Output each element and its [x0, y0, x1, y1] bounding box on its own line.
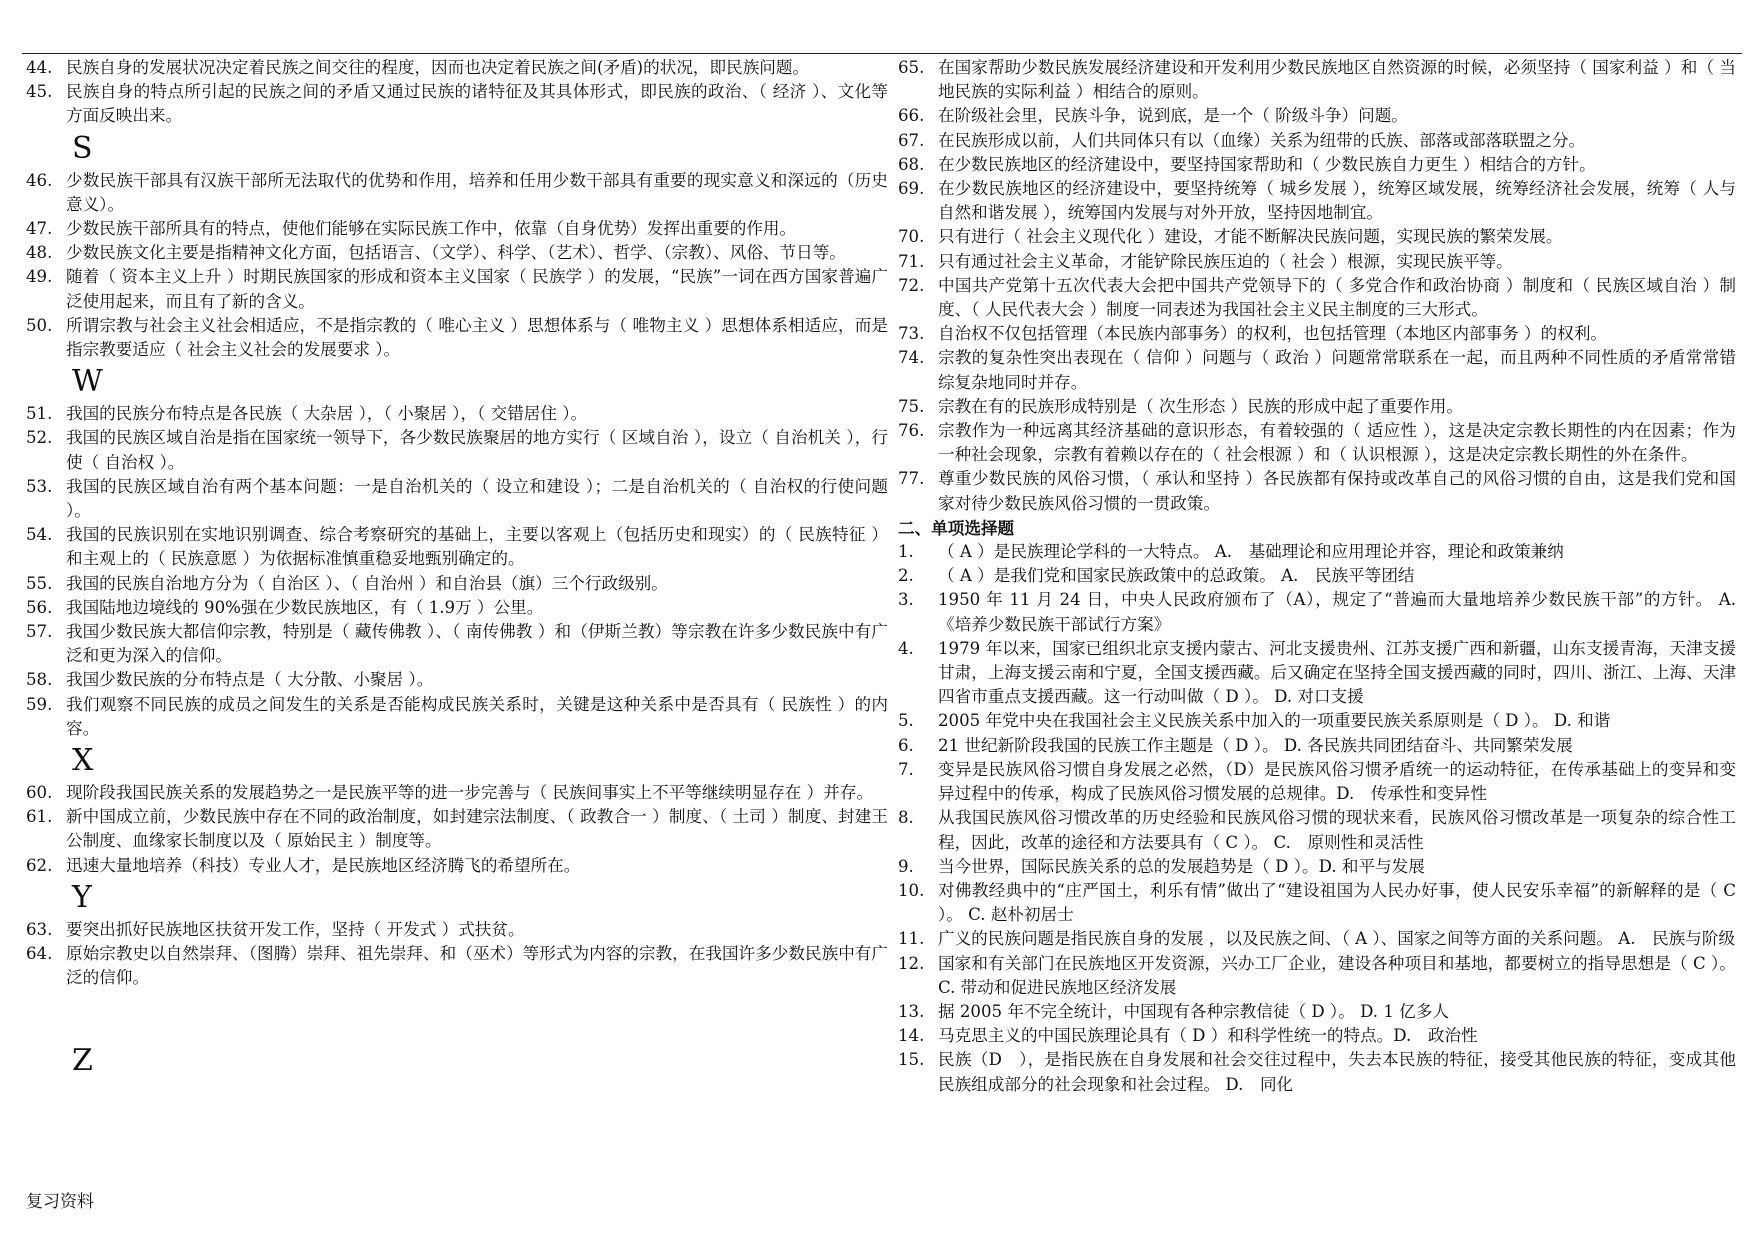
item-text: 只有进行（ 社会主义现代化 ）建设，才能不断解决民族问题，实现民族的繁荣发展。: [938, 227, 1563, 247]
item-number: 4.: [898, 638, 914, 658]
question-item: [898, 177, 1736, 225]
question-item: [898, 274, 1736, 322]
item-number: 57.: [26, 622, 53, 642]
item-number: 55.: [26, 573, 53, 593]
section-letter-x: X: [72, 743, 94, 779]
item-text: 我们观察不同民族的成员之间发生的关系是否能构成民族关系时，关键是这种关系中是否具有（ 民族性 ）的内容。: [66, 694, 888, 738]
choice-item: [898, 1024, 1736, 1048]
item-number: 7.: [898, 759, 914, 779]
items-multiple-choice: [898, 540, 1736, 1097]
item-number: 74.: [898, 348, 925, 368]
item-number: 75.: [898, 396, 925, 416]
item-text: 宗教作为一种远离其经济基础的意识形态，有着较强的（ 适应性 ），这是决定宗教长期性的内在因素；作为一种社会现象，宗教有着赖以存在的（ 社会根源 ）和（ 认识根源 ），这是决定宗教长期性的外在条件。: [938, 421, 1736, 465]
item-text: 只有通过社会主义革命，才能铲除民族压迫的（ 社会 ）根源，实现民族平等。: [938, 251, 1513, 271]
item-text: 2005 年党中央在我国社会主义民族关系中加入的一项重要民族关系原则是（ D ）。 D. 和谐: [938, 711, 1611, 731]
item-text: 所谓宗教与社会主义社会相适应，不是指宗教的（ 唯心主义 ）思想体系与（ 唯物主义 ）思想体系相适应，而是指宗教要适应（ 社会主义社会的发展要求 ）。: [66, 315, 888, 360]
item-number: 51.: [26, 404, 53, 424]
choice-item: [898, 952, 1736, 1000]
item-text: 马克思主义的中国民族理论具有（ D ）和科学性统一的特点。D. 政治性: [938, 1026, 1478, 1046]
item-text: 在民族形成以前，人们共同体只有以（血缘）关系为纽带的氏族、部落或部落联盟之分。: [938, 130, 1586, 150]
section-letter-z: Z: [72, 1042, 93, 1078]
item-number: 9.: [898, 856, 914, 876]
items-x: [26, 781, 888, 878]
choice-item: [898, 806, 1736, 854]
question-item: [26, 668, 888, 692]
choice-item: [898, 879, 1736, 927]
items-fill-blank: [898, 56, 1736, 516]
item-number: 65.: [898, 58, 925, 77]
question-item: [898, 225, 1736, 249]
choice-item: [898, 564, 1736, 588]
question-item: [898, 467, 1736, 515]
item-number: 76.: [898, 421, 925, 441]
item-text: 少数民族文化主要是指精神文化方面，包括语言、（文学）、科学、（艺术）、哲学、（宗教）、风俗、节日等。: [66, 243, 846, 263]
question-item: [26, 426, 888, 474]
item-text: 对佛教经典中的“庄严国土，利乐有情”做出了“建设祖国为人民办好事，使人民安乐幸福”的新解释的是（ C ）。 C. 赵朴初居士: [938, 880, 1736, 925]
question-item: [26, 241, 888, 265]
item-number: 61.: [26, 807, 53, 827]
question-item: [26, 693, 888, 741]
question-item: [898, 346, 1736, 394]
item-text: 现阶段我国民族关系的发展趋势之一是民族平等的进一步完善与（ 民族间事实上不平等继续明显存在 ）并存。: [66, 783, 874, 803]
item-text: 国家和有关部门在民族地区开发资源，兴办工厂企业，建设各种项目和基地，都要树立的指导思想是（ C ）。 C. 带动和促进民族地区经济发展: [938, 953, 1736, 997]
choice-item: [898, 709, 1736, 733]
question-item: [898, 395, 1736, 419]
item-text: 宗教的复杂性突出表现在（ 信仰 ）问题与（ 政治 ）问题常常联系在一起，而且两种不同性质的矛盾常常错综复杂地同时并存。: [938, 348, 1736, 392]
item-text: 在阶级社会里，民族斗争，说到底，是一个（ 阶级斗争）问题。: [938, 106, 1408, 126]
item-text: 我国的民族区域自治是指在国家统一领导下，各少数民族聚居的地方实行（ 区域自治 ），设立（ 自治机关 ），行使（ 自治权 ）。: [66, 428, 888, 472]
section-letter-y: Y: [72, 879, 92, 915]
item-number: 54.: [26, 525, 53, 545]
choice-item: [898, 588, 1736, 636]
item-number: 52.: [26, 428, 53, 448]
item-text: 少数民族干部所具有的特点，使他们能够在实际民族工作中，依靠（自身优势）发挥出重要的作用。: [66, 219, 797, 239]
choice-item: [898, 734, 1736, 758]
choice-item: [898, 758, 1736, 806]
item-number: 72.: [898, 275, 925, 295]
item-number: 60.: [26, 783, 53, 803]
question-item: [26, 805, 888, 853]
item-text: 中国共产党第十五次代表大会把中国共产党领导下的（ 多党合作和政治协商 ）制度和（ 民族区域自治 ）制度、（ 人民代表大会 ）制度一同表述为我国社会主义民主制度的三大形式。: [938, 275, 1736, 320]
item-number: 1.: [898, 542, 914, 562]
item-number: 67.: [898, 130, 925, 150]
item-text: 我国少数民族的分布特点是（ 大分散、小聚居 ）。: [66, 670, 434, 690]
right-column: [898, 56, 1736, 1097]
items-top: [26, 56, 888, 129]
item-text: 少数民族干部具有汉族干部所无法取代的优势和作用，培养和任用少数干部具有重要的现实意义和深远的（历史意义）。: [66, 170, 888, 214]
question-item: [26, 854, 888, 878]
item-text: 自治权不仅包括管理（本民族内部事务）的权利，也包括管理（本地区内部事务 ）的权利。: [938, 324, 1608, 344]
question-item: [26, 314, 888, 362]
item-number: 73.: [898, 324, 925, 344]
question-item: [898, 419, 1736, 467]
question-item: [26, 217, 888, 241]
item-number: 13.: [898, 1001, 925, 1021]
item-number: 64.: [26, 944, 53, 964]
question-item: [898, 322, 1736, 346]
question-item: [26, 402, 888, 426]
item-number: 46.: [26, 170, 53, 190]
item-number: 49.: [26, 267, 53, 287]
item-number: 71.: [898, 251, 925, 271]
item-number: 3.: [898, 590, 914, 610]
item-number: 48.: [26, 243, 53, 263]
item-number: 69.: [898, 179, 925, 199]
item-text: 在国家帮助少数民族发展经济建设和开发利用少数民族地区自然资源的时候，必须坚持（ 国家利益 ）和（ 当地民族的实际利益 ）相结合的原则。: [938, 58, 1736, 102]
question-item: [26, 781, 888, 805]
item-text: 1979 年以来，国家已组织北京支援内蒙古、河北支援贵州、江苏支援广西和新疆，山东支援青海，天津支援甘肃，上海支援云南和宁夏，全国支援西藏。后又确定在坚持全国支援西藏的同时，四川、浙江、上海、天津四省市重点支援西藏。这一行动叫做（ D ）。 D. 对口支援: [938, 638, 1736, 707]
item-number: 2.: [898, 566, 914, 586]
choice-item: [898, 637, 1736, 710]
page-footer: 复习资料: [26, 1192, 94, 1212]
item-number: 44.: [26, 58, 53, 77]
items-y: [26, 918, 888, 991]
choice-item: [898, 1000, 1736, 1024]
item-number: 10.: [898, 880, 925, 900]
item-number: 62.: [26, 855, 53, 875]
item-number: 14.: [898, 1026, 925, 1046]
choice-item: [898, 540, 1736, 564]
question-item: [26, 169, 888, 217]
item-number: 59.: [26, 694, 53, 714]
item-text: （ A ）是我们党和国家民族政策中的总政策。 A. 民族平等团结: [938, 566, 1415, 586]
item-text: 尊重少数民族的风俗习惯，（ 承认和坚持 ）各民族都有保持或改革自己的风俗习惯的自由，这是我们党和国家对待少数民族风俗习惯的一贯政策。: [938, 469, 1736, 513]
items-w: [26, 402, 888, 741]
item-number: 50.: [26, 315, 53, 335]
question-item: [26, 475, 888, 523]
item-text: 新中国成立前，少数民族中存在不同的政治制度，如封建宗法制度、（ 政教合一 ）制度、（ 土司 ）制度、封建王公制度、血缘家长制度以及（ 原始民主 ）制度等。: [66, 807, 888, 851]
item-number: 5.: [898, 711, 914, 731]
item-text: 宗教在有的民族形成特别是（ 次生形态 ）民族的形成中起了重要作用。: [938, 396, 1463, 416]
item-text: 我国的民族区域自治有两个基本问题：一是自治机关的（ 设立和建设 ）；二是自治机关的（ 自治权的行使问题 ）。: [66, 476, 888, 521]
item-number: 12.: [898, 953, 925, 973]
item-text: 我国的民族分布特点是各民族（ 大杂居 ），（ 小聚居 ），（ 交错居住 ）。: [66, 404, 588, 424]
item-number: 15.: [898, 1050, 925, 1070]
item-number: 8.: [898, 808, 914, 828]
item-number: 47.: [26, 219, 53, 239]
question-item: [26, 56, 888, 80]
question-item: [898, 56, 1736, 104]
question-item: [898, 250, 1736, 274]
question-item: [26, 572, 888, 596]
header-rule: [22, 53, 1742, 54]
item-number: 6.: [898, 735, 914, 755]
item-text: 民族自身的发展状况决定着民族之间交往的程度，因而也决定着民族之间(矛盾)的状况，即民族问题。: [66, 58, 810, 77]
item-number: 45.: [26, 82, 53, 102]
item-number: 11.: [898, 929, 925, 949]
left-column: [26, 56, 888, 1081]
question-item: [898, 153, 1736, 177]
item-text: 21 世纪新阶段我国的民族工作主题是（ D ）。 D. 各民族共同团结奋斗、共同繁荣发展: [938, 735, 1573, 755]
question-item: [26, 620, 888, 668]
item-text: 在少数民族地区的经济建设中，要坚持国家帮助和（ 少数民族自力更生 ）相结合的方针。: [938, 154, 1596, 174]
item-text: 从我国民族风俗习惯改革的历史经验和民族风俗习惯的现状来看，民族风俗习惯改革是一项复杂的综合性工程，因此，改革的途径和方法要具有（ C ）。 C. 原则性和灵活性: [938, 808, 1736, 852]
choice-item: [898, 1048, 1736, 1096]
item-text: 原始宗教史以自然崇拜、（图腾）崇拜、祖先崇拜、和（巫术）等形式为内容的宗教，在我国许多少数民族中有广泛的信仰。: [66, 944, 888, 988]
item-text: 在少数民族地区的经济建设中，要坚持统筹（ 城乡发展 ），统筹区域发展，统筹经济社会发展，统筹（ 人与自然和谐发展 ），统筹国内发展与对外开放，坚持因地制宜。: [938, 179, 1736, 223]
item-text: 1950 年 11 月 24 日，中央人民政府颁布了（A），规定了“普遍而大量地培养少数民族干部”的方针。 A. 《培养少数民族干部试行方案》: [938, 590, 1736, 634]
question-item: [26, 596, 888, 620]
item-text: 当今世界，国际民族关系的总的发展趋势是（ D ）。D. 和平与发展: [938, 856, 1425, 876]
question-item: [898, 129, 1736, 153]
item-text: 据 2005 年不完全统计，中国现有各种宗教信徒（ D ）。 D. 1 亿多人: [938, 1001, 1449, 1021]
item-text: 我国少数民族大都信仰宗教，特别是（ 藏传佛教 ）、（ 南传佛教 ）和（伊斯兰教）等宗教在许多少数民族中有广泛和更为深入的信仰。: [66, 622, 888, 666]
item-text: 广义的民族问题是指民族自身的发展 ，以及民族之间、（ A ）、国家之间等方面的关系问题。 A. 民族与阶级: [938, 929, 1736, 949]
question-item: [26, 80, 888, 128]
item-text: 变异是民族风俗习惯自身发展之必然，（D）是民族风俗习惯矛盾统一的运动特征，在传承基础上的变异和变异过程中的传承，构成了民族风俗习惯发展的总规律。D. 传承性和变异性: [938, 759, 1736, 804]
section-letter-w: W: [72, 364, 103, 400]
item-number: 68.: [898, 154, 925, 174]
question-item: [26, 918, 888, 942]
item-number: 63.: [26, 919, 53, 939]
question-item: [26, 942, 888, 990]
item-text: 我国陆地边境线的 90%强在少数民族地区，有（ 1.9万 ）公里。: [66, 597, 544, 617]
section-title-multiple-choice: 二、单项选择题: [898, 517, 1015, 538]
choice-item: [898, 927, 1736, 951]
item-text: （ A ）是民族理论学科的一大特点。 A. 基础理论和应用理论并容，理论和政策兼纳: [938, 542, 1564, 562]
item-number: 77.: [898, 469, 925, 489]
item-text: 我国的民族识别在实地识别调查、综合考察研究的基础上，主要以客观上（包括历史和现实）的（ 民族特征 ）和主观上的（ 民族意愿 ）为依据标准慎重稳妥地甄别确定的。: [66, 525, 888, 569]
item-text: 民族（D ），是指民族在自身发展和社会交往过程中，失去本民族的特征，接受其他民族的特征，变成其他民族组成部分的社会现象和社会过程。 D. 同化: [938, 1050, 1736, 1094]
item-number: 66.: [898, 106, 925, 126]
items-s: [26, 169, 888, 363]
item-number: 56.: [26, 597, 53, 617]
question-item: [26, 265, 888, 313]
item-text: 迅速大量地培养（科技）专业人才，是民族地区经济腾飞的希望所在。: [66, 855, 581, 875]
choice-item: [898, 855, 1736, 879]
item-text: 我国的民族自治地方分为（ 自治区 ）、（ 自治州 ）和自治县（旗）三个行政级别。: [66, 573, 668, 593]
item-text: 随着（ 资本主义上升 ）时期民族国家的形成和资本主义国家（ 民族学 ）的发展，“民族”一词在西方国家普遍广泛使用起来，而且有了新的含义。: [66, 267, 888, 311]
item-number: 70.: [898, 227, 925, 247]
section-letter-s: S: [72, 130, 93, 166]
item-text: 民族自身的特点所引起的民族之间的矛盾又通过民族的诸特征及其具体形式，即民族的政治、（ 经济 ）、文化等方面反映出来。: [66, 82, 888, 126]
question-item: [26, 523, 888, 571]
item-text: 要突出抓好民族地区扶贫开发工作，坚持（ 开发式 ）式扶贫。: [66, 919, 525, 939]
question-item: [898, 104, 1736, 128]
item-number: 53.: [26, 476, 53, 496]
item-number: 58.: [26, 670, 53, 690]
